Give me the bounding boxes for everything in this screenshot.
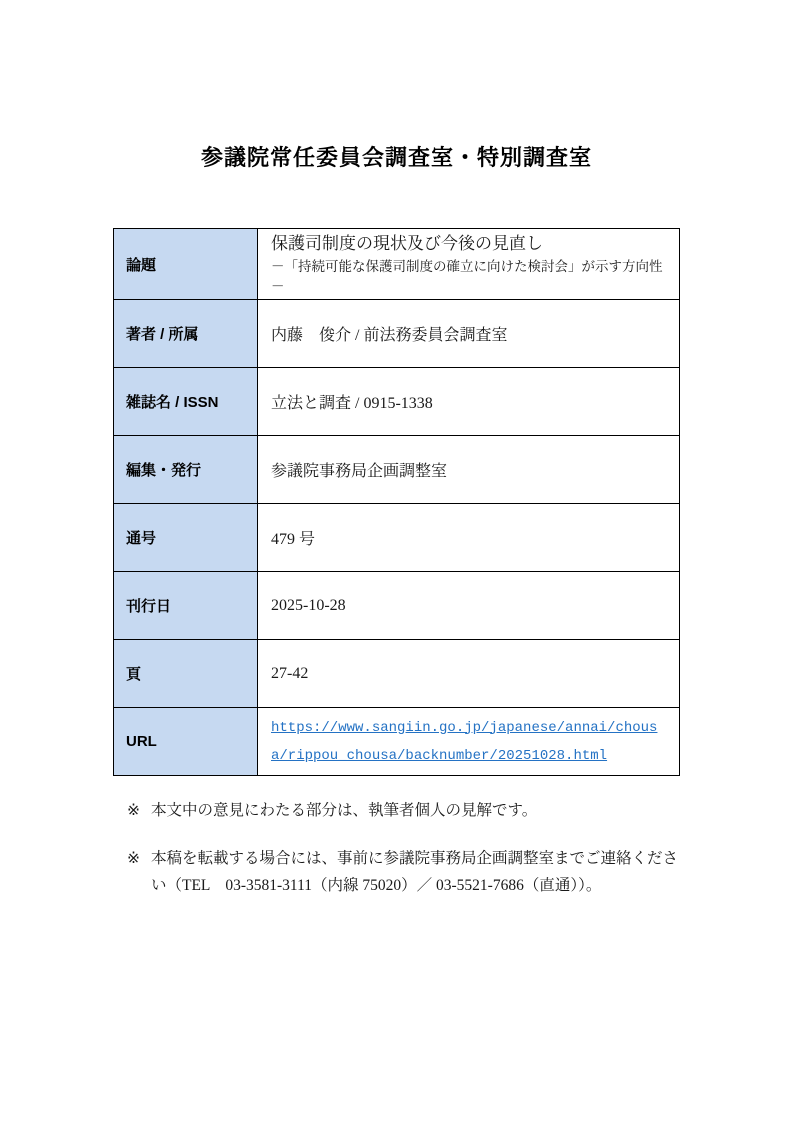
table-row: [114, 300, 680, 368]
article-subtitle: －「持続可能な保護司制度の確立に向けた検討会」が示す方向性－: [271, 259, 663, 294]
label-issue-number: 通号: [114, 504, 258, 572]
value-url: [258, 708, 680, 776]
value-pages: 27-42: [258, 640, 680, 708]
table-row: [114, 708, 680, 776]
table-row: [114, 504, 680, 572]
label-pages: 頁: [114, 640, 258, 708]
article-url-link[interactable]: https://www.sangiin.go.jp/japanese/annai/chousa/rippou_chousa/backnumber/20251028.html: [271, 719, 658, 764]
value-publication-date: 2025-10-28: [258, 572, 680, 640]
page-title: 参議院常任委員会調査室・特別調査室: [200, 145, 592, 170]
table-row: [114, 229, 680, 300]
reprint-contact-note: [127, 845, 686, 899]
label-editor-publisher: 編集・発行: [114, 436, 258, 504]
article-title: 保護司制度の現状及び今後の見直し: [271, 234, 543, 253]
table-row: [114, 436, 680, 504]
value-issue-number: 479 号: [258, 504, 680, 572]
table-row: [114, 640, 680, 708]
note-marker: ※: [127, 850, 140, 867]
table-row: [114, 368, 680, 436]
value-title: [258, 229, 680, 300]
label-title: 論題: [114, 229, 258, 300]
note-marker: ※: [127, 802, 140, 819]
label-author-affiliation: 著者 / 所属: [114, 300, 258, 368]
table-row: [114, 572, 680, 640]
value-editor-publisher: 参議院事務局企画調整室: [258, 436, 680, 504]
label-publication-date: 刊行日: [114, 572, 258, 640]
metadata-table: [113, 228, 680, 776]
disclaimer-note: [127, 797, 686, 824]
label-url: URL: [114, 708, 258, 776]
value-author-affiliation: 内藤 俊介 / 前法務委員会調査室: [258, 300, 680, 368]
value-journal-issn: 立法と調査 / 0915-1338: [258, 368, 680, 436]
note-text: 本稿を転載する場合には、事前に参議院事務局企画調整室までご連絡ください（TEL 03-3581-3111（内線 75020）／ 03-5521-7686（直通））。: [151, 850, 679, 894]
note-text: 本文中の意見にわたる部分は、執筆者個人の見解です。: [151, 802, 538, 819]
label-journal-issn: 雑誌名 / ISSN: [114, 368, 258, 436]
